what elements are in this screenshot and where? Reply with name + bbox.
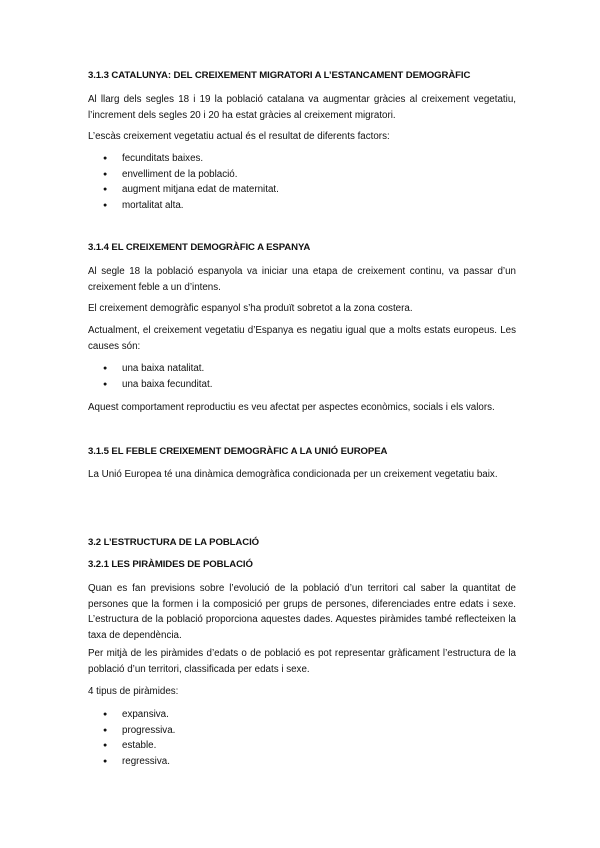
bullet-list — [88, 151, 279, 213]
section-heading-3-1-5: 3.1.5 EL FEBLE CREIXEMENT DEMOGRÀFIC A LA UNIÓ EUROPEA — [88, 446, 388, 457]
list-item: ● expansiva. — [88, 707, 175, 723]
list-item: ● fecunditats baixes. — [88, 151, 279, 167]
list-item: ● mortalitat alta. — [88, 198, 279, 214]
list-item: ● envelliment de la població. — [88, 167, 279, 183]
paragraph: Quan es fan previsions sobre l’evolució de la població d’un territori cal saber la quantitat de persones que la formen i la composició per grups de persones, diferenciades entre edats i sexe. L’estructura de la població proporciona aquestes dades. Aquestes piràmides també reflecteixen la taxa de dependència. — [88, 583, 516, 641]
paragraph: La Unió Europea té una dinàmica demogràfica condicionada per un creixement vegetatiu baix. — [88, 469, 498, 480]
list-item: ● una baixa natalitat. — [88, 361, 212, 377]
bullet-list — [88, 707, 175, 769]
section-heading-3-1-3: 3.1.3 CATALUNYA: DEL CREIXEMENT MIGRATORI A L’ESTANCAMENT DEMOGRÀFIC — [88, 70, 471, 81]
list-item: ● una baixa fecunditat. — [88, 377, 212, 393]
list-item: ● augment mitjana edat de maternitat. — [88, 182, 279, 198]
paragraph: Per mitjà de les piràmides d’edats o de població es pot representar gràficament l’estructura de la població d’un territori, classificada per edats i sexe. — [88, 648, 516, 675]
list-item: ● estable. — [88, 738, 175, 754]
paragraph: Actualment, el creixement vegetatiu d’Espanya es negatiu igual que a molts estats europeus. Les causes són: — [88, 325, 516, 352]
paragraph: L’escàs creixement vegetatiu actual és el resultat de diferents factors: — [88, 131, 390, 142]
paragraph: El creixement demogràfic espanyol s’ha produït sobretot a la zona costera. — [88, 303, 413, 314]
paragraph: Al segle 18 la població espanyola va iniciar una etapa de creixement continu, va passar d’un creixement feble a un d’intens. — [88, 266, 516, 293]
list-item: ● regressiva. — [88, 754, 175, 770]
list-item: ● progressiva. — [88, 723, 175, 739]
section-heading-3-2: 3.2 L’ESTRUCTURA DE LA POBLACIÓ — [88, 537, 260, 548]
section-heading-3-2-1: 3.2.1 LES PIRÀMIDES DE POBLACIÓ — [88, 559, 253, 570]
paragraph: Aquest comportament reproductiu es veu afectat per aspectes econòmics, socials i els valors. — [88, 402, 495, 413]
paragraph: 4 tipus de piràmides: — [88, 686, 179, 697]
paragraph: Al llarg dels segles 18 i 19 la població catalana va augmentar gràcies al creixement vegetatiu, l’increment dels segles 20 i 20 ha estat gràcies al creixement migratori. — [88, 94, 516, 121]
bullet-list — [88, 361, 212, 392]
section-heading-3-1-4: 3.1.4 EL CREIXEMENT DEMOGRÀFIC A ESPANYA — [88, 242, 311, 253]
